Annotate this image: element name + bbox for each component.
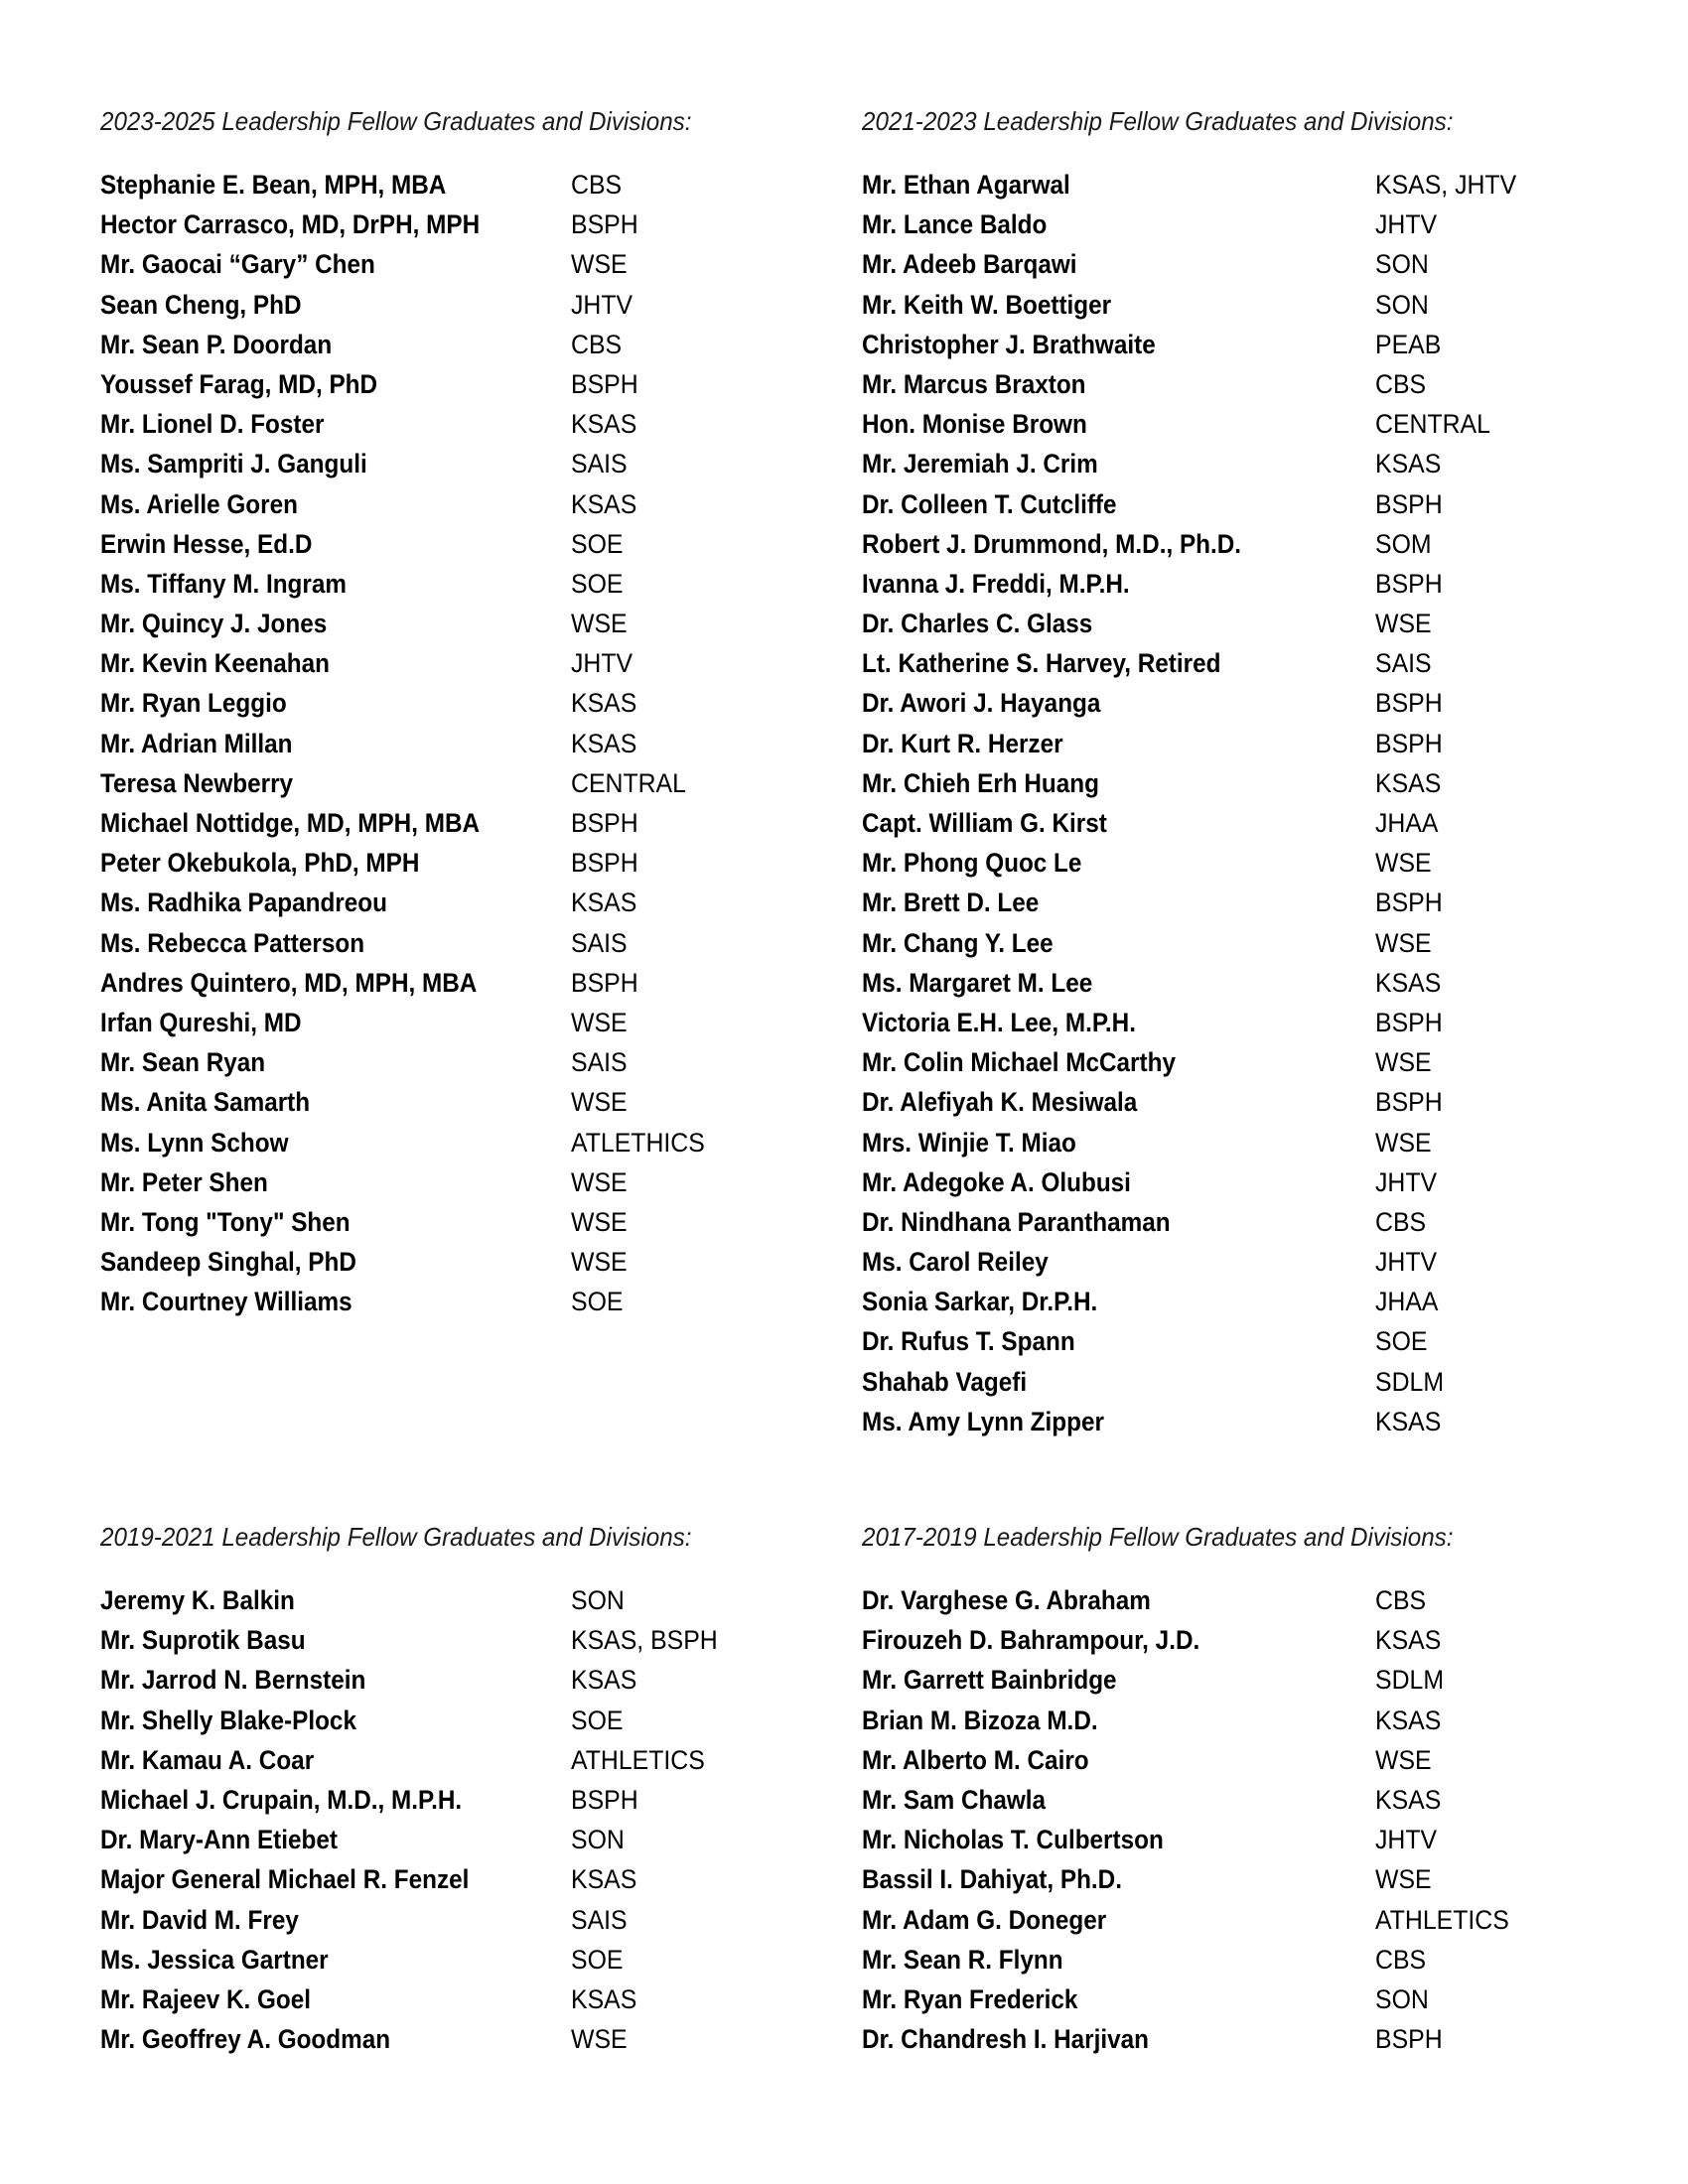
graduate-name: Mr. Adrian Millan: [100, 728, 293, 758]
graduate-name: Sandeep Singhal, PhD: [100, 1247, 356, 1278]
graduate-division: SOE: [1375, 1326, 1428, 1357]
section-title: 2019-2021 Leadership Fellow Graduates and Divisions:: [100, 1522, 692, 1552]
graduate-name: Mr. Sean R. Flynn: [862, 1944, 1063, 1975]
graduate-division: SAIS: [571, 927, 628, 958]
graduate-division: KSAS: [571, 1665, 637, 1696]
graduate-name: Dr. Chandresh I. Harjivan: [862, 2024, 1149, 2055]
graduate-division: CBS: [1375, 1585, 1427, 1615]
graduate-division: BSPH: [571, 368, 638, 399]
graduate-division: SOM: [1375, 528, 1432, 559]
graduate-name: Dr. Colleen T. Cutcliffe: [862, 488, 1117, 519]
graduate-division: JHTV: [1375, 209, 1438, 240]
graduate-name: Mr. Garrett Bainbridge: [862, 1665, 1117, 1696]
graduate-division: CENTRAL: [571, 767, 686, 798]
graduate-name: Mr. Chang Y. Lee: [862, 927, 1054, 958]
graduate-name: Mr. Peter Shen: [100, 1166, 268, 1197]
graduate-division: BSPH: [1375, 688, 1443, 719]
graduate-division: SDLM: [1375, 1366, 1445, 1397]
graduate-division: WSE: [571, 1166, 628, 1197]
graduate-division: WSE: [1375, 848, 1432, 879]
graduate-division: ATHLETICS: [1375, 1904, 1509, 1935]
graduate-name: Ms. Jessica Gartner: [100, 1944, 329, 1975]
graduate-name: Michael Nottidge, MD, MPH, MBA: [100, 808, 481, 838]
graduate-name: Dr. Mary-Ann Etiebet: [100, 1825, 338, 1855]
graduate-division: KSAS, JHTV: [1375, 170, 1517, 200]
graduate-name: Lt. Katherine S. Harvey, Retired: [862, 648, 1221, 679]
graduate-name: Dr. Awori J. Hayanga: [862, 688, 1101, 719]
graduate-name: Mr. Ethan Agarwal: [862, 170, 1070, 200]
graduate-division: BSPH: [1375, 2024, 1443, 2055]
graduate-name: Mr. Marcus Braxton: [862, 368, 1086, 399]
graduate-name: Mr. Ryan Frederick: [862, 1983, 1078, 2014]
graduate-division: KSAS: [1375, 1705, 1442, 1735]
graduate-name: Mr. Adeeb Barqawi: [862, 249, 1077, 280]
graduate-name: Ms. Carol Reiley: [862, 1247, 1049, 1278]
graduate-division: KSAS: [571, 887, 637, 918]
graduate-division: SOE: [571, 1944, 624, 1975]
graduate-name: Sonia Sarkar, Dr.P.H.: [862, 1287, 1098, 1317]
graduate-name: Peter Okebukola, PhD, MPH: [100, 848, 420, 879]
graduate-division: SON: [1375, 249, 1429, 280]
section-title: 2017-2019 Leadership Fellow Graduates and Divisions:: [862, 1522, 1454, 1552]
graduate-name: Sean Cheng, PhD: [100, 289, 302, 320]
graduate-name: Dr. Alefiyah K. Mesiwala: [862, 1087, 1138, 1118]
graduate-name: Mr. Sam Chawla: [862, 1784, 1047, 1815]
graduate-division: KSAS: [571, 1983, 637, 2014]
graduate-name: Mr. Sean P. Doordan: [100, 329, 333, 359]
graduate-division: SON: [571, 1825, 625, 1855]
graduate-name: Ms. Sampriti J. Ganguli: [100, 449, 367, 479]
graduate-name: Mr. Rajeev K. Goel: [100, 1983, 312, 2014]
graduate-name: Mr. Kamau A. Coar: [100, 1744, 315, 1775]
graduate-division: SAIS: [571, 449, 628, 479]
graduate-division: ATLETHICS: [571, 1127, 705, 1158]
graduate-division: BSPH: [571, 848, 638, 879]
graduate-division: SON: [1375, 1983, 1429, 2014]
graduate-name: Mr. Keith W. Boettiger: [862, 289, 1112, 320]
graduate-division: WSE: [571, 609, 628, 639]
graduate-division: WSE: [1375, 1864, 1432, 1895]
graduate-name: Mr. Brett D. Lee: [862, 887, 1040, 918]
graduate-name: Andres Quintero, MD, MPH, MBA: [100, 967, 478, 998]
graduate-name: Ms. Rebecca Patterson: [100, 927, 365, 958]
graduate-division: KSAS: [1375, 449, 1442, 479]
graduate-name: Mr. Adam G. Doneger: [862, 1904, 1107, 1935]
graduate-name: Dr. Rufus T. Spann: [862, 1326, 1075, 1357]
graduate-division: WSE: [1375, 927, 1432, 958]
graduate-division: KSAS: [1375, 1406, 1442, 1436]
graduate-division: SON: [571, 1585, 625, 1615]
graduate-division: SOE: [571, 568, 624, 599]
section-title: 2021-2023 Leadership Fellow Graduates and Divisions:: [862, 106, 1454, 136]
graduate-name: Brian M. Bizoza M.D.: [862, 1705, 1098, 1735]
section-title: 2023-2025 Leadership Fellow Graduates and Divisions:: [100, 106, 692, 136]
graduate-division: BSPH: [1375, 1007, 1443, 1037]
graduate-name: Mr. David M. Frey: [100, 1904, 299, 1935]
graduate-name: Mr. Tong "Tony" Shen: [100, 1206, 351, 1237]
graduate-name: Mr. Gaocai “Gary” Chen: [100, 249, 375, 280]
graduate-name: Ms. Radhika Papandreou: [100, 887, 387, 918]
graduate-name: Christopher J. Brathwaite: [862, 329, 1156, 359]
graduate-division: CBS: [571, 329, 623, 359]
graduate-division: WSE: [1375, 609, 1432, 639]
graduate-name: Michael J. Crupain, M.D., M.P.H.: [100, 1784, 463, 1815]
graduate-division: JHTV: [1375, 1825, 1438, 1855]
graduate-name: Victoria E.H. Lee, M.P.H.: [862, 1007, 1136, 1037]
graduate-name: Ivanna J. Freddi, M.P.H.: [862, 568, 1130, 599]
graduate-division: WSE: [1375, 1744, 1432, 1775]
graduate-division: BSPH: [571, 808, 638, 838]
graduate-division: JHTV: [571, 289, 633, 320]
graduate-name: Mr. Alberto M. Cairo: [862, 1744, 1089, 1775]
graduate-division: KSAS: [1375, 1625, 1442, 1656]
graduate-division: BSPH: [1375, 568, 1443, 599]
graduate-division: KSAS: [1375, 1784, 1442, 1815]
graduate-name: Mr. Jarrod N. Bernstein: [100, 1665, 366, 1696]
graduate-division: JHAA: [1375, 808, 1439, 838]
graduate-division: BSPH: [571, 1784, 638, 1815]
graduate-division: BSPH: [1375, 887, 1443, 918]
graduate-name: Mr. Phong Quoc Le: [862, 848, 1082, 879]
graduate-division: CENTRAL: [1375, 409, 1490, 440]
graduate-name: Dr. Charles C. Glass: [862, 609, 1093, 639]
graduate-name: Mr. Geoffrey A. Goodman: [100, 2024, 391, 2055]
graduate-division: CBS: [1375, 368, 1427, 399]
graduate-name: Ms. Arielle Goren: [100, 488, 298, 519]
graduate-division: PEAB: [1375, 329, 1442, 359]
graduate-name: Ms. Margaret M. Lee: [862, 967, 1093, 998]
graduate-name: Mr. Kevin Keenahan: [100, 648, 330, 679]
graduate-division: KSAS: [571, 1864, 637, 1895]
graduate-division: SAIS: [571, 1904, 628, 1935]
graduate-division: WSE: [571, 1007, 628, 1037]
graduate-name: Shahab Vagefi: [862, 1366, 1028, 1397]
graduate-division: KSAS: [1375, 967, 1442, 998]
graduate-division: ATHLETICS: [571, 1744, 705, 1775]
graduate-division: SAIS: [571, 1047, 628, 1078]
graduate-division: KSAS, BSPH: [571, 1625, 718, 1656]
graduate-name: Dr. Varghese G. Abraham: [862, 1585, 1151, 1615]
graduate-division: BSPH: [571, 209, 638, 240]
graduate-division: BSPH: [1375, 1087, 1443, 1118]
graduate-division: BSPH: [571, 967, 638, 998]
graduate-name: Jeremy K. Balkin: [100, 1585, 295, 1615]
graduate-division: KSAS: [571, 688, 637, 719]
graduate-name: Mr. Sean Ryan: [100, 1047, 266, 1078]
graduate-name: Stephanie E. Bean, MPH, MBA: [100, 170, 447, 200]
graduate-division: JHTV: [1375, 1166, 1438, 1197]
graduate-name: Mr. Adegoke A. Olubusi: [862, 1166, 1131, 1197]
graduate-division: CBS: [1375, 1206, 1427, 1237]
graduate-division: SOE: [571, 1705, 624, 1735]
graduate-name: Robert J. Drummond, M.D., Ph.D.: [862, 528, 1242, 559]
graduate-name: Capt. William G. Kirst: [862, 808, 1107, 838]
graduate-name: Mr. Suprotik Basu: [100, 1625, 306, 1656]
graduate-name: Ms. Amy Lynn Zipper: [862, 1406, 1104, 1436]
graduate-name: Hon. Monise Brown: [862, 409, 1087, 440]
graduate-division: JHTV: [571, 648, 633, 679]
graduate-division: KSAS: [571, 728, 637, 758]
graduate-division: WSE: [571, 249, 628, 280]
graduate-name: Irfan Qureshi, MD: [100, 1007, 302, 1037]
graduate-division: SAIS: [1375, 648, 1432, 679]
graduate-division: KSAS: [571, 409, 637, 440]
graduate-name: Ms. Lynn Schow: [100, 1127, 289, 1158]
graduate-division: WSE: [1375, 1127, 1432, 1158]
graduate-name: Mr. Shelly Blake-Plock: [100, 1705, 356, 1735]
graduate-division: WSE: [1375, 1047, 1432, 1078]
graduate-division: WSE: [571, 1206, 628, 1237]
graduate-division: SOE: [571, 1287, 624, 1317]
graduate-name: Mrs. Winjie T. Miao: [862, 1127, 1076, 1158]
graduate-name: Youssef Farag, MD, PhD: [100, 368, 378, 399]
graduate-division: WSE: [571, 2024, 628, 2055]
graduate-division: BSPH: [1375, 488, 1443, 519]
graduate-name: Firouzeh D. Bahrampour, J.D.: [862, 1625, 1200, 1656]
graduate-division: JHAA: [1375, 1287, 1439, 1317]
graduate-name: Ms. Tiffany M. Ingram: [100, 568, 347, 599]
graduate-division: CBS: [571, 170, 623, 200]
graduate-division: BSPH: [1375, 728, 1443, 758]
graduate-name: Mr. Lance Baldo: [862, 209, 1048, 240]
graduate-division: CBS: [1375, 1944, 1427, 1975]
graduate-name: Major General Michael R. Fenzel: [100, 1864, 470, 1895]
graduate-name: Mr. Quincy J. Jones: [100, 609, 328, 639]
graduate-name: Erwin Hesse, Ed.D: [100, 528, 313, 559]
graduate-name: Bassil I. Dahiyat, Ph.D.: [862, 1864, 1122, 1895]
graduate-division: JHTV: [1375, 1247, 1438, 1278]
graduate-division: WSE: [571, 1247, 628, 1278]
graduate-division: WSE: [571, 1087, 628, 1118]
graduate-name: Hector Carrasco, MD, DrPH, MPH: [100, 209, 481, 240]
graduate-division: KSAS: [571, 488, 637, 519]
graduate-division: SDLM: [1375, 1665, 1445, 1696]
graduate-name: Mr. Courtney Williams: [100, 1287, 352, 1317]
graduate-division: SOE: [571, 528, 624, 559]
graduate-name: Mr. Colin Michael McCarthy: [862, 1047, 1176, 1078]
graduate-name: Mr. Nicholas T. Culbertson: [862, 1825, 1164, 1855]
graduate-name: Mr. Chieh Erh Huang: [862, 767, 1099, 798]
graduate-name: Mr. Ryan Leggio: [100, 688, 287, 719]
graduate-name: Dr. Kurt R. Herzer: [862, 728, 1063, 758]
graduate-division: SON: [1375, 289, 1429, 320]
graduate-name: Mr. Jeremiah J. Crim: [862, 449, 1098, 479]
graduate-name: Mr. Lionel D. Foster: [100, 409, 325, 440]
graduate-name: Dr. Nindhana Paranthaman: [862, 1206, 1171, 1237]
graduate-name: Ms. Anita Samarth: [100, 1087, 311, 1118]
graduate-name: Teresa Newberry: [100, 767, 294, 798]
graduate-division: KSAS: [1375, 767, 1442, 798]
